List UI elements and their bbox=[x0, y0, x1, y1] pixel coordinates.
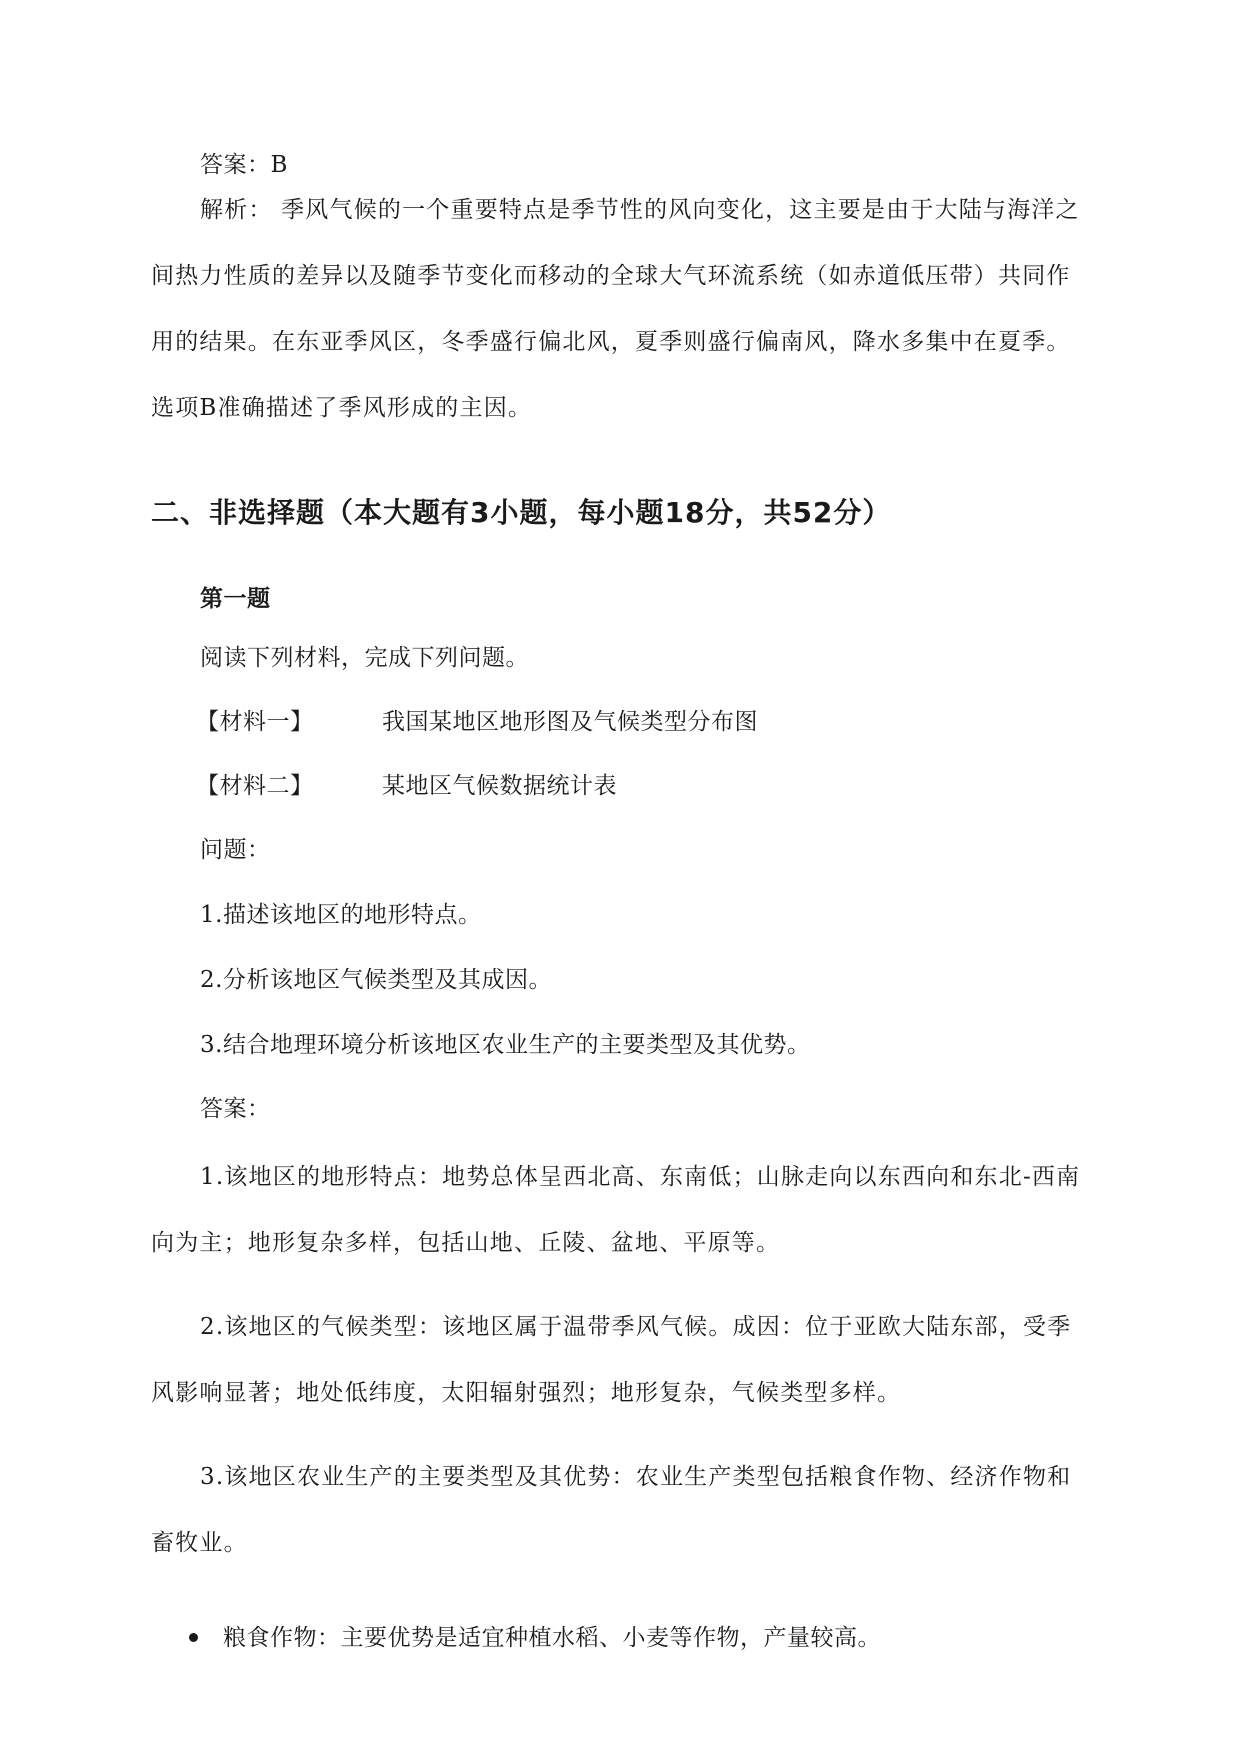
bullet-item-1: 粮食作物：主要优势是适宜种植水稻、小麦等作物，产量较高。 bbox=[223, 1625, 881, 1651]
question-item-2: 2.分析该地区气候类型及其成因。 bbox=[200, 967, 552, 993]
answer-label: 答案： bbox=[200, 1096, 271, 1122]
question-item-1: 1.描述该地区的地形特点。 bbox=[200, 902, 482, 928]
bullet-dot-icon bbox=[189, 1633, 198, 1642]
material-2 bbox=[196, 771, 617, 801]
questions-label: 问题： bbox=[200, 837, 271, 863]
question-title: 第一题 bbox=[200, 586, 271, 612]
previous-analysis: 解析： 季风气候的一个重要特点是季节性的风向变化，这主要是由于大陆与海洋之间热力性质的差异以及随季节变化而移动的全球大气环流系统（如赤道低压带）共同作用的结果。在东亚季风区，冬季盛行偏北风，夏季则盛行偏南风，降水多集中在夏季。选项B准确描述了季风形成的主因。 bbox=[151, 197, 1080, 421]
answer-item-1: 1.该地区的地形特点：地势总体呈西北高、东南低；山脉走向以东西向和东北-西南向为主；地形复杂多样，包括山地、丘陵、盆地、平原等。 bbox=[151, 1164, 1081, 1256]
material-1-label: 【材料一】 bbox=[196, 709, 314, 735]
previous-answer: 答案：B bbox=[200, 152, 288, 178]
material-1-text: 我国某地区地形图及气候类型分布图 bbox=[382, 709, 758, 735]
question-item-3: 3.结合地理环境分析该地区农业生产的主要类型及其优势。 bbox=[200, 1032, 811, 1058]
material-1 bbox=[196, 707, 758, 737]
answer-item-2: 2.该地区的气候类型：该地区属于温带季风气候。成因：位于亚欧大陆东部，受季风影响显著；地处低纬度，太阳辐射强烈；地形复杂，气候类型多样。 bbox=[151, 1314, 1072, 1406]
question-intro: 阅读下列材料，完成下列问题。 bbox=[200, 645, 529, 671]
section-heading: 二、非选择题（本大题有3小题，每小题18分，共52分） bbox=[151, 496, 892, 529]
answer-item-3: 3.该地区农业生产的主要类型及其优势：农业生产类型包括粮食作物、经济作物和畜牧业。 bbox=[151, 1464, 1072, 1556]
material-2-label: 【材料二】 bbox=[196, 773, 314, 799]
material-2-text: 某地区气候数据统计表 bbox=[382, 773, 617, 799]
